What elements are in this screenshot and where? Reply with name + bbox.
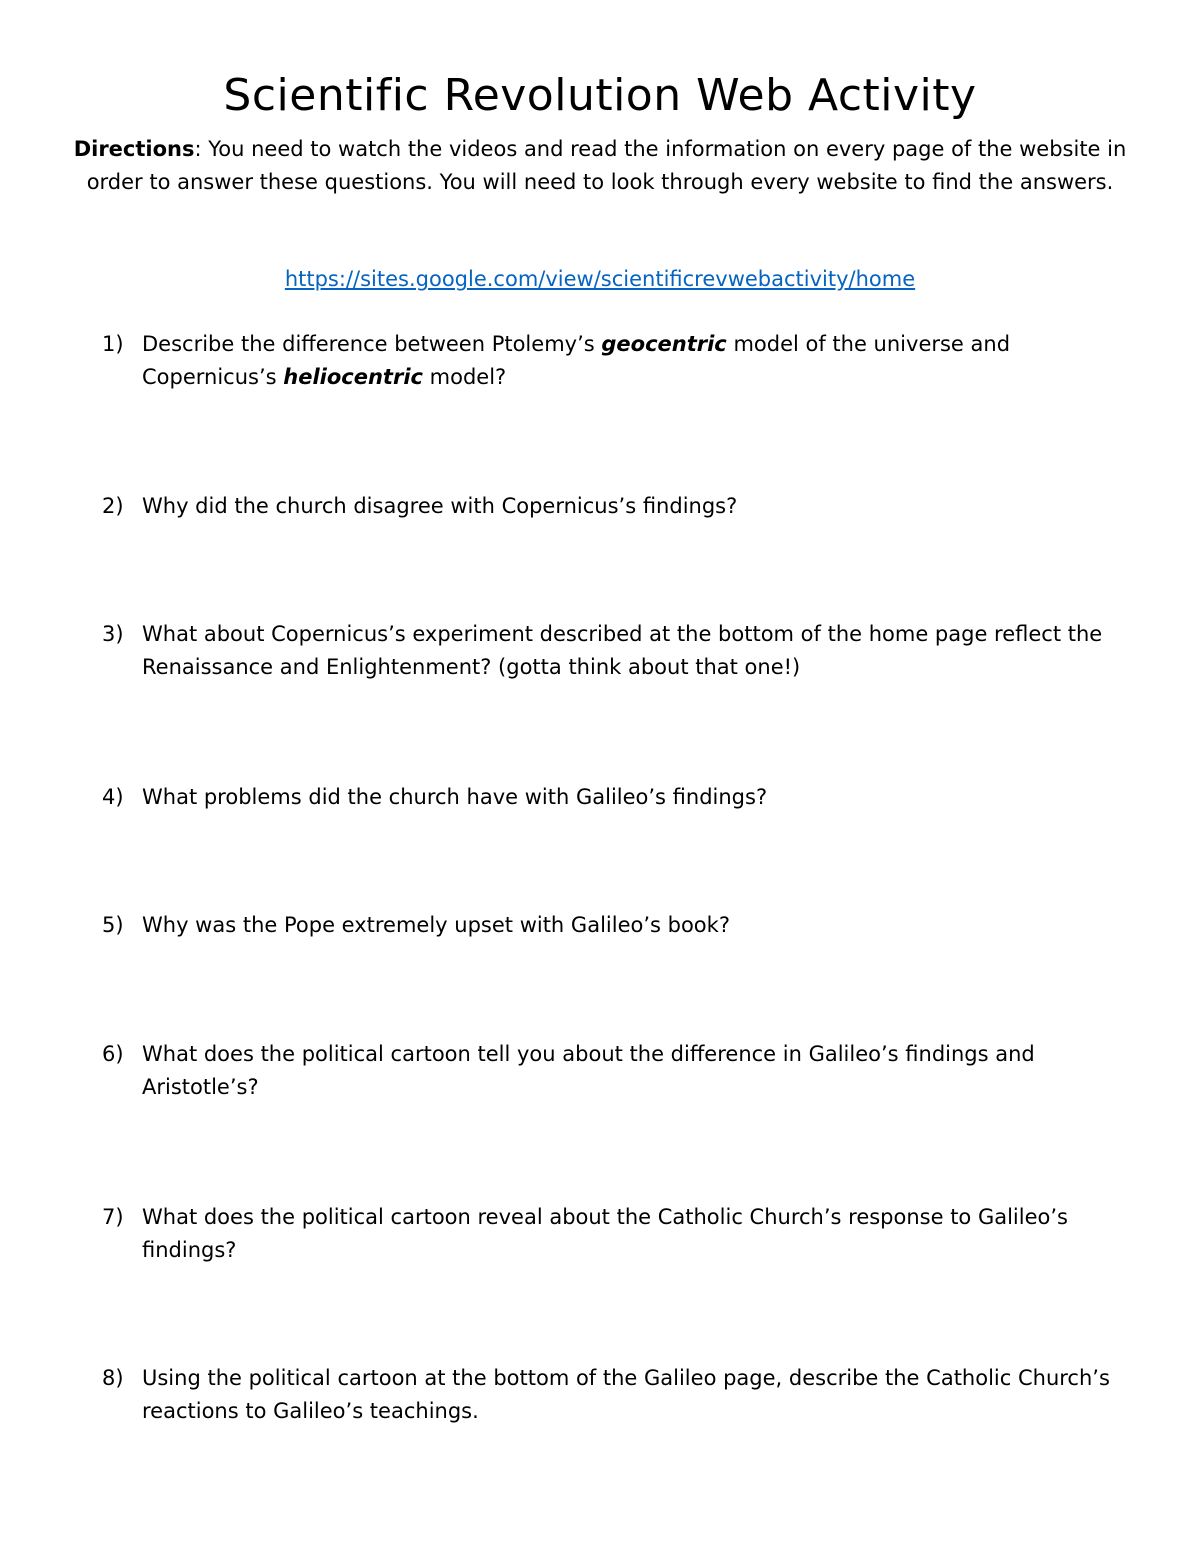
page-title: Scientific Revolution Web Activity bbox=[223, 70, 977, 121]
directions-label: Directions bbox=[73, 137, 195, 161]
question-5 bbox=[102, 909, 1132, 942]
question-text: Using the political cartoon at the bottom of the Galileo page, describe the Catholic Church’s reactions to Galileo’s teachings. bbox=[142, 1366, 1110, 1423]
question-number: 6) bbox=[102, 1042, 124, 1066]
question-text: What problems did the church have with Galileo’s findings? bbox=[142, 785, 768, 809]
question-3 bbox=[102, 618, 1132, 684]
question-number: 7) bbox=[102, 1205, 124, 1229]
question-7 bbox=[102, 1201, 1132, 1267]
website-link-line bbox=[0, 263, 1200, 296]
question-number: 1) bbox=[102, 332, 124, 356]
question-text-part: model of the universe and Copernicus’s bbox=[142, 332, 1011, 389]
question-1 bbox=[102, 328, 1132, 394]
emphasized-term-heliocentric: heliocentric bbox=[283, 365, 423, 389]
emphasized-term-geocentric: geocentric bbox=[601, 332, 727, 356]
question-number: 2) bbox=[102, 494, 124, 518]
question-4 bbox=[102, 781, 1132, 814]
question-text-part: model? bbox=[422, 365, 507, 389]
question-number: 8) bbox=[102, 1366, 124, 1390]
directions-paragraph bbox=[60, 133, 1140, 199]
question-8 bbox=[102, 1362, 1132, 1428]
directions-text: : You need to watch the videos and read the information on every page of the website in order to answer these questions. You will need to look through every website to find the answers. bbox=[86, 137, 1127, 194]
question-text: What about Copernicus’s experiment described at the bottom of the home page reflect the Renaissance and Enlightenment? (gotta think about that one!) bbox=[142, 622, 1103, 679]
question-text bbox=[142, 328, 1132, 394]
question-number: 5) bbox=[102, 913, 124, 937]
question-number: 3) bbox=[102, 622, 124, 646]
question-6 bbox=[102, 1038, 1132, 1104]
website-link[interactable]: https://sites.google.com/view/scientificrevwebactivity/home bbox=[284, 267, 916, 291]
question-text: Why did the church disagree with Copernicus’s findings? bbox=[142, 494, 738, 518]
question-text: What does the political cartoon reveal about the Catholic Church’s response to Galileo’s findings? bbox=[142, 1205, 1068, 1262]
question-2 bbox=[102, 490, 1132, 523]
question-number: 4) bbox=[102, 785, 124, 809]
question-text: Why was the Pope extremely upset with Galileo’s book? bbox=[142, 913, 730, 937]
question-text-part: Describe the difference between Ptolemy’s bbox=[142, 332, 602, 356]
question-text: What does the political cartoon tell you about the difference in Galileo’s findings and Aristotle’s? bbox=[142, 1042, 1035, 1099]
